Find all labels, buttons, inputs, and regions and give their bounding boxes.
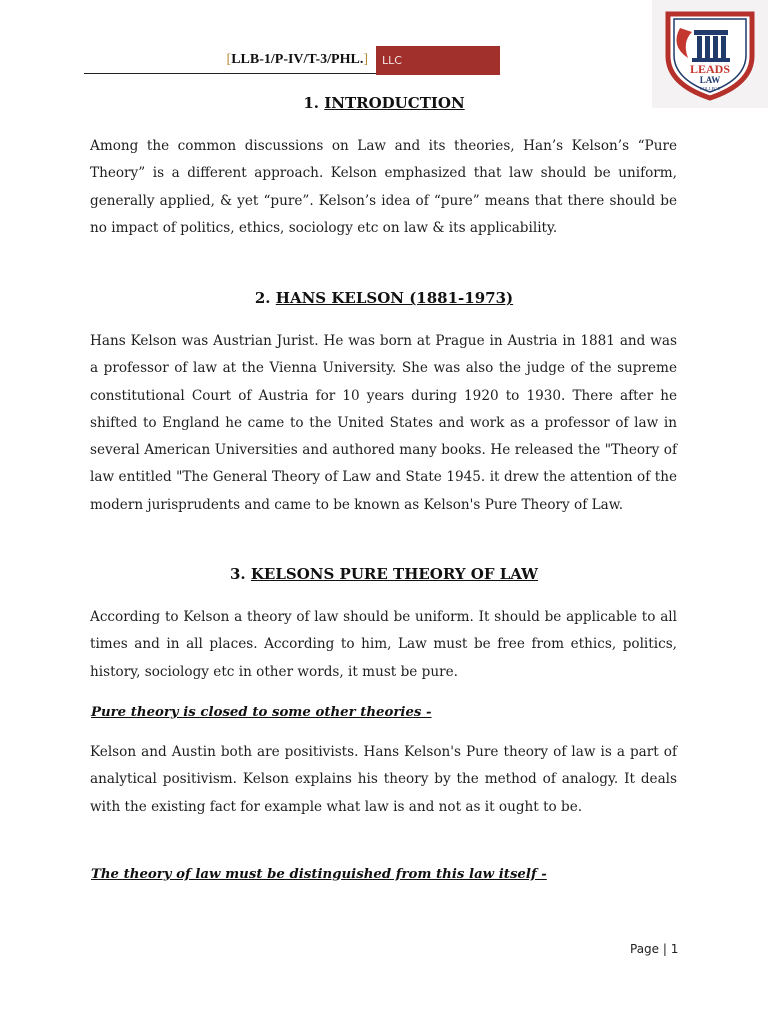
paragraph-positivism: Kelson and Austin both are positivists. Hans Kelson's Pure theory of law is a part of analytical positivism. Kelson explains his theory by the method of analogy. It deals with the existing fact for example what law is and not as it ought to be. xyxy=(90,744,677,815)
page-number: Page | 1 xyxy=(630,942,679,956)
bracket-open: [ xyxy=(226,51,232,67)
paragraph-hans-kelson: Hans Kelson was Austrian Jurist. He was born at Prague in Austria in 1881 and was a professor of law at the Vienna University. She was also the judge of the supreme constitutional Court of Austria for 10 years during 1920 to 1930. There after he shifted to England he came to the United States and work as a professor of law in several American Universities and authored many books. He released the "Theory of law entitled "The General Theory of Law and State 1945. it drew the attention of the modern jurisprudents and came to be known as Kelson's Pure Theory of Law. xyxy=(90,333,677,513)
section-heading-pure-theory xyxy=(0,565,768,583)
section-number: 2. xyxy=(254,289,271,307)
logo-text-line3: COLLEGE xyxy=(699,86,721,91)
paragraph-introduction: Among the common discussions on Law and its theories, Han’s Kelson’s “Pure Theory” is a different approach. Kelson emphasized that law should be uniform, generally applied, & yet “pure”. Kelson’s idea of “pure” means that there should be no impact of politics, ethics, sociology etc on law & its applicability. xyxy=(90,138,677,236)
paragraph-pure-theory: According to Kelson a theory of law should be uniform. It should be applicable to all times and in all places. According to him, Law must be free from ethics, politics, history, sociology etc in other words, it must be pure. xyxy=(90,609,677,680)
section-title: KELSONS PURE THEORY OF LAW xyxy=(250,565,539,583)
section-heading-introduction xyxy=(0,94,768,112)
logo-text-line2: LAW xyxy=(699,75,721,85)
subheading-closed-theories: Pure theory is closed to some other theories - xyxy=(91,705,432,720)
section-title: INTRODUCTION xyxy=(324,94,465,112)
section-heading-hans-kelson xyxy=(0,289,768,307)
page-header xyxy=(84,46,500,75)
course-code-text: LLB-1/P-IV/T-3/PHL. xyxy=(231,51,364,67)
section-number: 1. xyxy=(303,94,320,112)
shield-logo-icon xyxy=(658,6,762,102)
course-code xyxy=(84,46,376,74)
college-logo xyxy=(652,0,768,108)
section-number: 3. xyxy=(229,565,246,583)
logo-text-line1: LEADS xyxy=(689,62,731,76)
header-tag: LLC xyxy=(376,46,500,75)
subheading-theory-distinguished: The theory of law must be distinguished from this law itself - xyxy=(91,867,547,882)
bracket-close: ] xyxy=(363,51,368,67)
section-title: HANS KELSON (1881-1973) xyxy=(275,289,514,307)
